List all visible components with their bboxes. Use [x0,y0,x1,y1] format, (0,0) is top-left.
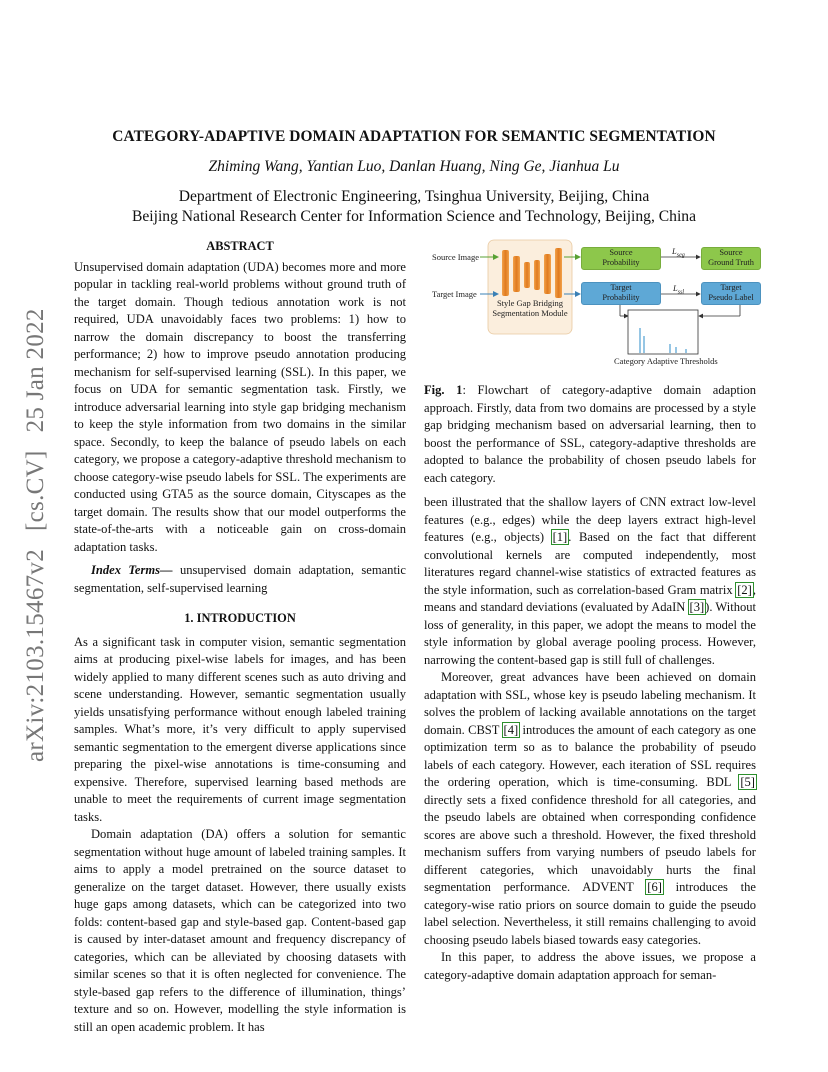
right-paragraph-2 [424,669,756,949]
source-prob-line-1: Source [609,248,633,257]
arxiv-identifier [22,292,62,762]
index-terms-label: Index Terms— [91,563,173,577]
citation-1[interactable]: [1] [552,530,568,544]
right-paragraph-1 [424,494,756,669]
target-probability-box [581,282,661,305]
target-prob-line-2: Probability [602,293,640,302]
loss-ssl-subscript: ssl [677,289,685,296]
target-pseudo-label-box [701,282,761,305]
p2-text-b: introduces the amount of each category as one optimization term so as to balance the probability of pseudo labels of each category. However, each iteration of SSL requires the ordering operation, which is time-consuming. BDL [424,722,756,789]
figure-1 [424,236,764,372]
affiliation-1: Department of Electronic Engineering, Tsinghua University, Beijing, China [178,188,650,205]
left-column [74,238,406,1036]
source-ground-truth-box [701,247,761,270]
index-terms [74,562,406,597]
source-gt-line-1: Source [719,248,743,257]
thresholds-label: Category Adaptive Thresholds [614,356,718,366]
module-label [488,298,572,318]
p2-text-c: directly sets a fixed confidence threshold for all categories, and the pseudo labels are obtained when corresponding confidence scores are above such a threshold. However, the fixed threshold mechanism suffers from varying numbers of pseudo labels for different categories, which unavoidably hurts the final segmentation performance. ADVENT [424,792,756,894]
target-image-label: Target Image [432,289,477,299]
p1-text-c: , means and standard deviations (evaluated by AdaIN [424,582,756,614]
paper-authors: Zhiming Wang, Yantian Luo, Danlan Huang, Ning Ge, Jianhua Lu [208,158,620,175]
p1-text-a: been illustrated that the shallow layers of CNN extract low-level features (e.g., edges) while the deep layers extract high-level features (e.g., objects) [424,495,756,544]
figure-caption [424,382,756,487]
abstract-heading: ABSTRACT [206,239,274,253]
intro-paragraph-1: As a significant task in computer vision, semantic segmentation aims at producing pixel-wise labels for images, and has been widely applied to many different scenes such as auto driving and scene understanding. However, semantic segmentation usually yields unsatisfying performance without enough labeled training samples. What’s more, it’s very difficult to apply supervised semantic segmentation to the emergent diverse applications since preparing the pixel-wise annotations is time-consuming and expensive. Therefore, supervised learning based methods are unable to meet the requirements of current image segmentation tasks. [74,634,406,824]
loss-ssl-label [673,283,684,296]
target-pl-line-1: Target [720,283,742,292]
loss-seg-symbol: L [672,246,677,256]
affiliation-2: Beijing National Research Center for Information Science and Technology, Beijing, China [131,208,697,225]
intro-paragraph-2: Domain adaptation (DA) offers a solution for semantic segmentation without huge amount of labeled training samples. It aims to apply a model pretrained on the source dataset to generalize on the target dataset. However, there usually exists huge gaps among datasets, which can be categorized into two folds: content-based gap and style-based gap. Content-based gap is caused by inter-dataset amount and frequency discrepancy of categories, which can be alleviated by choosing datasets with similar scenes so that it is often neglected for convenience. The style-based gap refers to the difference of illumination, things’ texture and so on. However, modelling the style information is still an open academic problem. It has [74,827,406,1034]
figure-caption-text: : Flowchart of category-adaptive domain adaption approach. Firstly, data from two domains are processed by a style gap bridging mechanism based on adversarial learning, then to boost the performance of SSL, category-adaptive thresholds are adopted to balance the probability of chosen pseudo labels for each category. [424,383,756,485]
right-column [424,494,756,984]
p1-text-b: . Based on the fact that different convolutional kernels are computed independently, most literatures regard channel-wise statistics of extracted features as the style information, such as correlation-based Gram matrix [424,530,757,597]
paper-title: CATEGORY-ADAPTIVE DOMAIN ADAPTATION FOR SEMANTIC SEGMENTATION [112,128,716,145]
figure-caption-label: Fig. 1 [424,383,463,397]
intro-heading: 1. INTRODUCTION [184,611,296,625]
index-terms-text: unsupervised domain adaptation, semantic segmentation, self-supervised learning [74,563,406,595]
p2-text-d: introduces the category-wise ratio priors on source domain to guide the pseudo label selection. Nevertheless, it still remains challenging to avoid choosing pseudo labels biased towards easy categories. [424,880,756,947]
citation-2[interactable]: [2] [737,582,752,597]
module-label-line-2: Segmentation Module [492,308,568,318]
abstract-text: Unsupervised domain adaptation (UDA) becomes more and more popular in tackling real-world problems without ground truth of the target domain. Though tedious annotation work is not required, UDA unavoidably faces two problems: 1) how to narrow the domain discrepancy to boost the transferring performance; 2) how to improve pseudo annotation producing mechanism for self-supervised learning (SSL). In this paper, we focus on UDA for semantic segmentation task. Firstly, we introduce adversarial learning into style gap bridging mechanism to keep the style information from two domains in the similar space. Secondly, to keep the balance of pseudo labels on each category, we propose a category-adaptive threshold mechanism to choose category-wise pseudo labels for SSL. The experiments are conducted using GTA5 as the source domain, Cityscapes as the target domain. The results show that our model outperforms the state-of-the-arts with a noticeable gain on cross-domain adaptation tasks. [74,259,406,554]
p2-text-a: Moreover, great advances have been achieved on domain adaptation with SSL, whose key is pseudo labeling mechanism. It solves the problem of lacking available annotations on the target domain. CBST [424,670,756,737]
loss-seg-label [672,246,685,259]
arxiv-date: 25 Jan 2022 [22,308,49,433]
p1-text-d: ). Without loss of generality, in this paper, we adopt the means to model the style information by global average pooling process. However, narrowing the content-based gap is still full of challenges. [424,600,757,667]
source-gt-line-2: Ground Truth [708,258,754,267]
loss-seg-subscript: seg [676,252,685,259]
arxiv-category: [cs.CV] [22,450,49,531]
citation-5[interactable]: [5] [740,775,755,789]
right-paragraph-3: In this paper, to address the above issues, we propose a category-adaptive domain adaptation approach for seman- [424,950,756,982]
loss-ssl-symbol: L [673,283,678,293]
citation-6[interactable]: [6] [647,880,662,894]
citation-3[interactable]: [3] [689,600,705,614]
module-label-line-1: Style Gap Bridging [496,298,564,308]
citation-4[interactable]: [4] [503,722,519,737]
arxiv-id: arXiv:2103.15467v2 [22,548,49,762]
target-prob-line-1: Target [610,283,632,292]
source-prob-line-2: Probability [602,258,640,267]
source-probability-box [581,247,661,270]
target-pl-line-2: Pseudo Label [708,293,754,302]
source-image-label: Source Image [432,252,479,262]
